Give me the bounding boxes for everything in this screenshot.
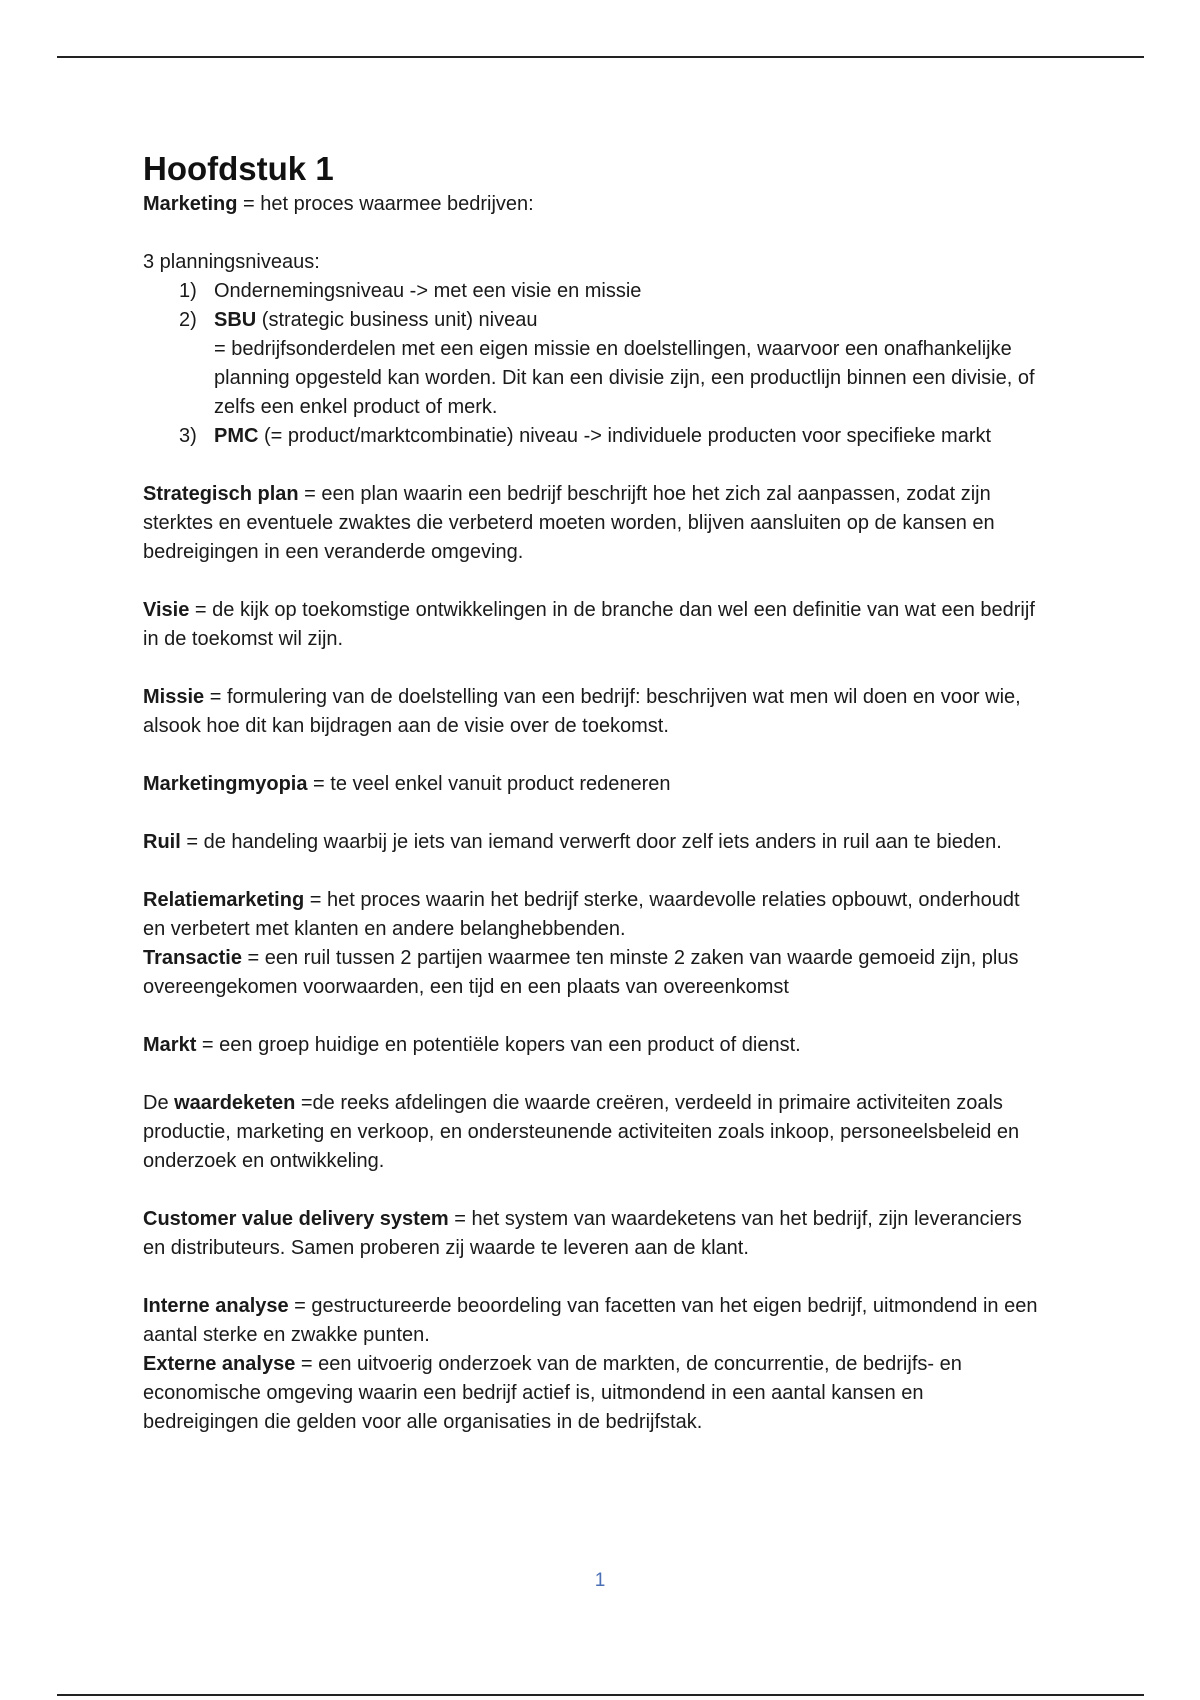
definition-externe-analyse — [143, 1350, 1043, 1437]
definition-term: Strategisch plan — [143, 483, 299, 505]
definition-prefix: De — [143, 1092, 175, 1114]
definition-term: Customer value delivery system — [143, 1208, 449, 1230]
definition-strategisch-plan — [143, 480, 1043, 567]
definition-waardeketen — [143, 1089, 1043, 1176]
chapter-title: Hoofdstuk 1 — [143, 150, 334, 187]
definition-text: = de handeling waarbij je iets van iemand verwerft door zelf iets anders in ruil aan te bieden. — [180, 831, 1002, 853]
definition-term: Markt — [143, 1034, 197, 1056]
definition-term: Interne analyse — [143, 1295, 289, 1317]
definition-term: Marketingmyopia — [143, 773, 308, 795]
definition-term: waardeketen — [174, 1092, 296, 1114]
list-item-term: SBU — [214, 309, 257, 331]
definition-term: Missie — [143, 686, 205, 708]
definition-text: = een uitvoerig onderzoek van de markten, de concurrentie, de bedrijfs- en economische omgeving waarin een bedrijf actief is, uitmondend in een aantal kansen en bedreigingen die gelden voor alle organisaties in de bedrijfstak. — [143, 1353, 962, 1433]
page-number: 1 — [594, 1570, 606, 1591]
planning-levels-list — [143, 277, 1043, 451]
definition-markt — [143, 1031, 1043, 1060]
definition-text: = gestructureerde beoordeling van facetten van het eigen bedrijf, uitmondend in een aantal sterke en zwakke punten. — [143, 1295, 1038, 1346]
list-item-text: (= product/marktcombinatie) niveau -> individuele producten voor specifieke markt — [258, 425, 992, 447]
list-number: 2) — [179, 309, 197, 331]
definition-text: = een plan waarin een bedrijf beschrijft hoe het zich zal aanpassen, zodat zijn sterktes en eventuele zwaktes die verbeterd moeten worden, blijven aansluiten op de kansen en bedreigingen in een veranderde omgeving. — [143, 483, 995, 563]
definition-text: = het system van waardeketens van het bedrijf, zijn leveranciers en distributeurs. Samen proberen zij waarde te leveren aan de klant. — [143, 1208, 1022, 1259]
definition-term: Relatiemarketing — [143, 889, 305, 911]
list-item — [143, 277, 1043, 306]
definition-term: Ruil — [143, 831, 181, 853]
definition-marketingmyopia — [143, 770, 1043, 799]
definition-text: =de reeks afdelingen die waarde creëren, verdeeld in primaire activiteiten zoals productie, marketing en verkoop, en ondersteunende activiteiten zoals inkoop, personeelsbeleid en onderzoek en ontwikkeling. — [143, 1092, 1020, 1172]
list-item-text: Ondernemingsniveau -> met een visie en missie — [214, 280, 642, 302]
definition-ruil — [143, 828, 1043, 857]
levels-intro: 3 planningsniveaus: — [143, 251, 320, 273]
definition-term: Externe analyse — [143, 1353, 296, 1375]
definition-interne-analyse — [143, 1292, 1043, 1350]
definition-text: = formulering van de doelstelling van een bedrijf: beschrijven wat men wil doen en voor wie, alsook hoe dit kan bijdragen aan de visie over de toekomst. — [143, 686, 1021, 737]
list-number: 3) — [179, 425, 197, 447]
list-item-term: PMC — [214, 425, 259, 447]
definition-text: = het proces waarin het bedrijf sterke, waardevolle relaties opbouwt, onderhoudt en verbetert met klanten en andere belanghebbenden. — [143, 889, 1020, 940]
definition-customer-value-delivery-system — [143, 1205, 1043, 1263]
definition-term: Transactie — [143, 947, 242, 969]
list-item — [143, 422, 1043, 451]
header-rule — [57, 56, 1144, 58]
definition-marketing — [143, 190, 1043, 219]
definition-text: = de kijk op toekomstige ontwikkelingen in de branche dan wel een definitie van wat een bedrijf in de toekomst wil zijn. — [143, 599, 1035, 650]
list-item — [143, 306, 1043, 422]
definition-text: = een groep huidige en potentiële kopers van een product of dienst. — [196, 1034, 801, 1056]
definition-text: = het proces waarmee bedrijven: — [237, 193, 534, 215]
list-item-text: (strategic business unit) niveau — [256, 309, 538, 331]
footer-rule — [57, 1694, 1144, 1696]
definition-visie — [143, 596, 1043, 654]
definition-missie — [143, 683, 1043, 741]
list-number: 1) — [179, 280, 197, 302]
definition-text: = te veel enkel vanuit product redeneren — [307, 773, 671, 795]
definition-transactie — [143, 944, 1043, 1002]
definition-relatiemarketing — [143, 886, 1043, 944]
definition-term: Visie — [143, 599, 190, 621]
list-item-detail: = bedrijfsonderdelen met een eigen missie en doelstellingen, waarvoor een onafhankelijke planning opgesteld kan worden. Dit kan een divisie zijn, een productlijn binnen een divisie, of zelfs een enkel product of merk. — [214, 338, 1035, 418]
definition-term: Marketing — [143, 193, 238, 215]
definition-text: = een ruil tussen 2 partijen waarmee ten minste 2 zaken van waarde gemoeid zijn, plus overeengekomen voorwaarden, een tijd en een plaats van overeenkomst — [143, 947, 1019, 998]
document-body — [143, 148, 1043, 1437]
